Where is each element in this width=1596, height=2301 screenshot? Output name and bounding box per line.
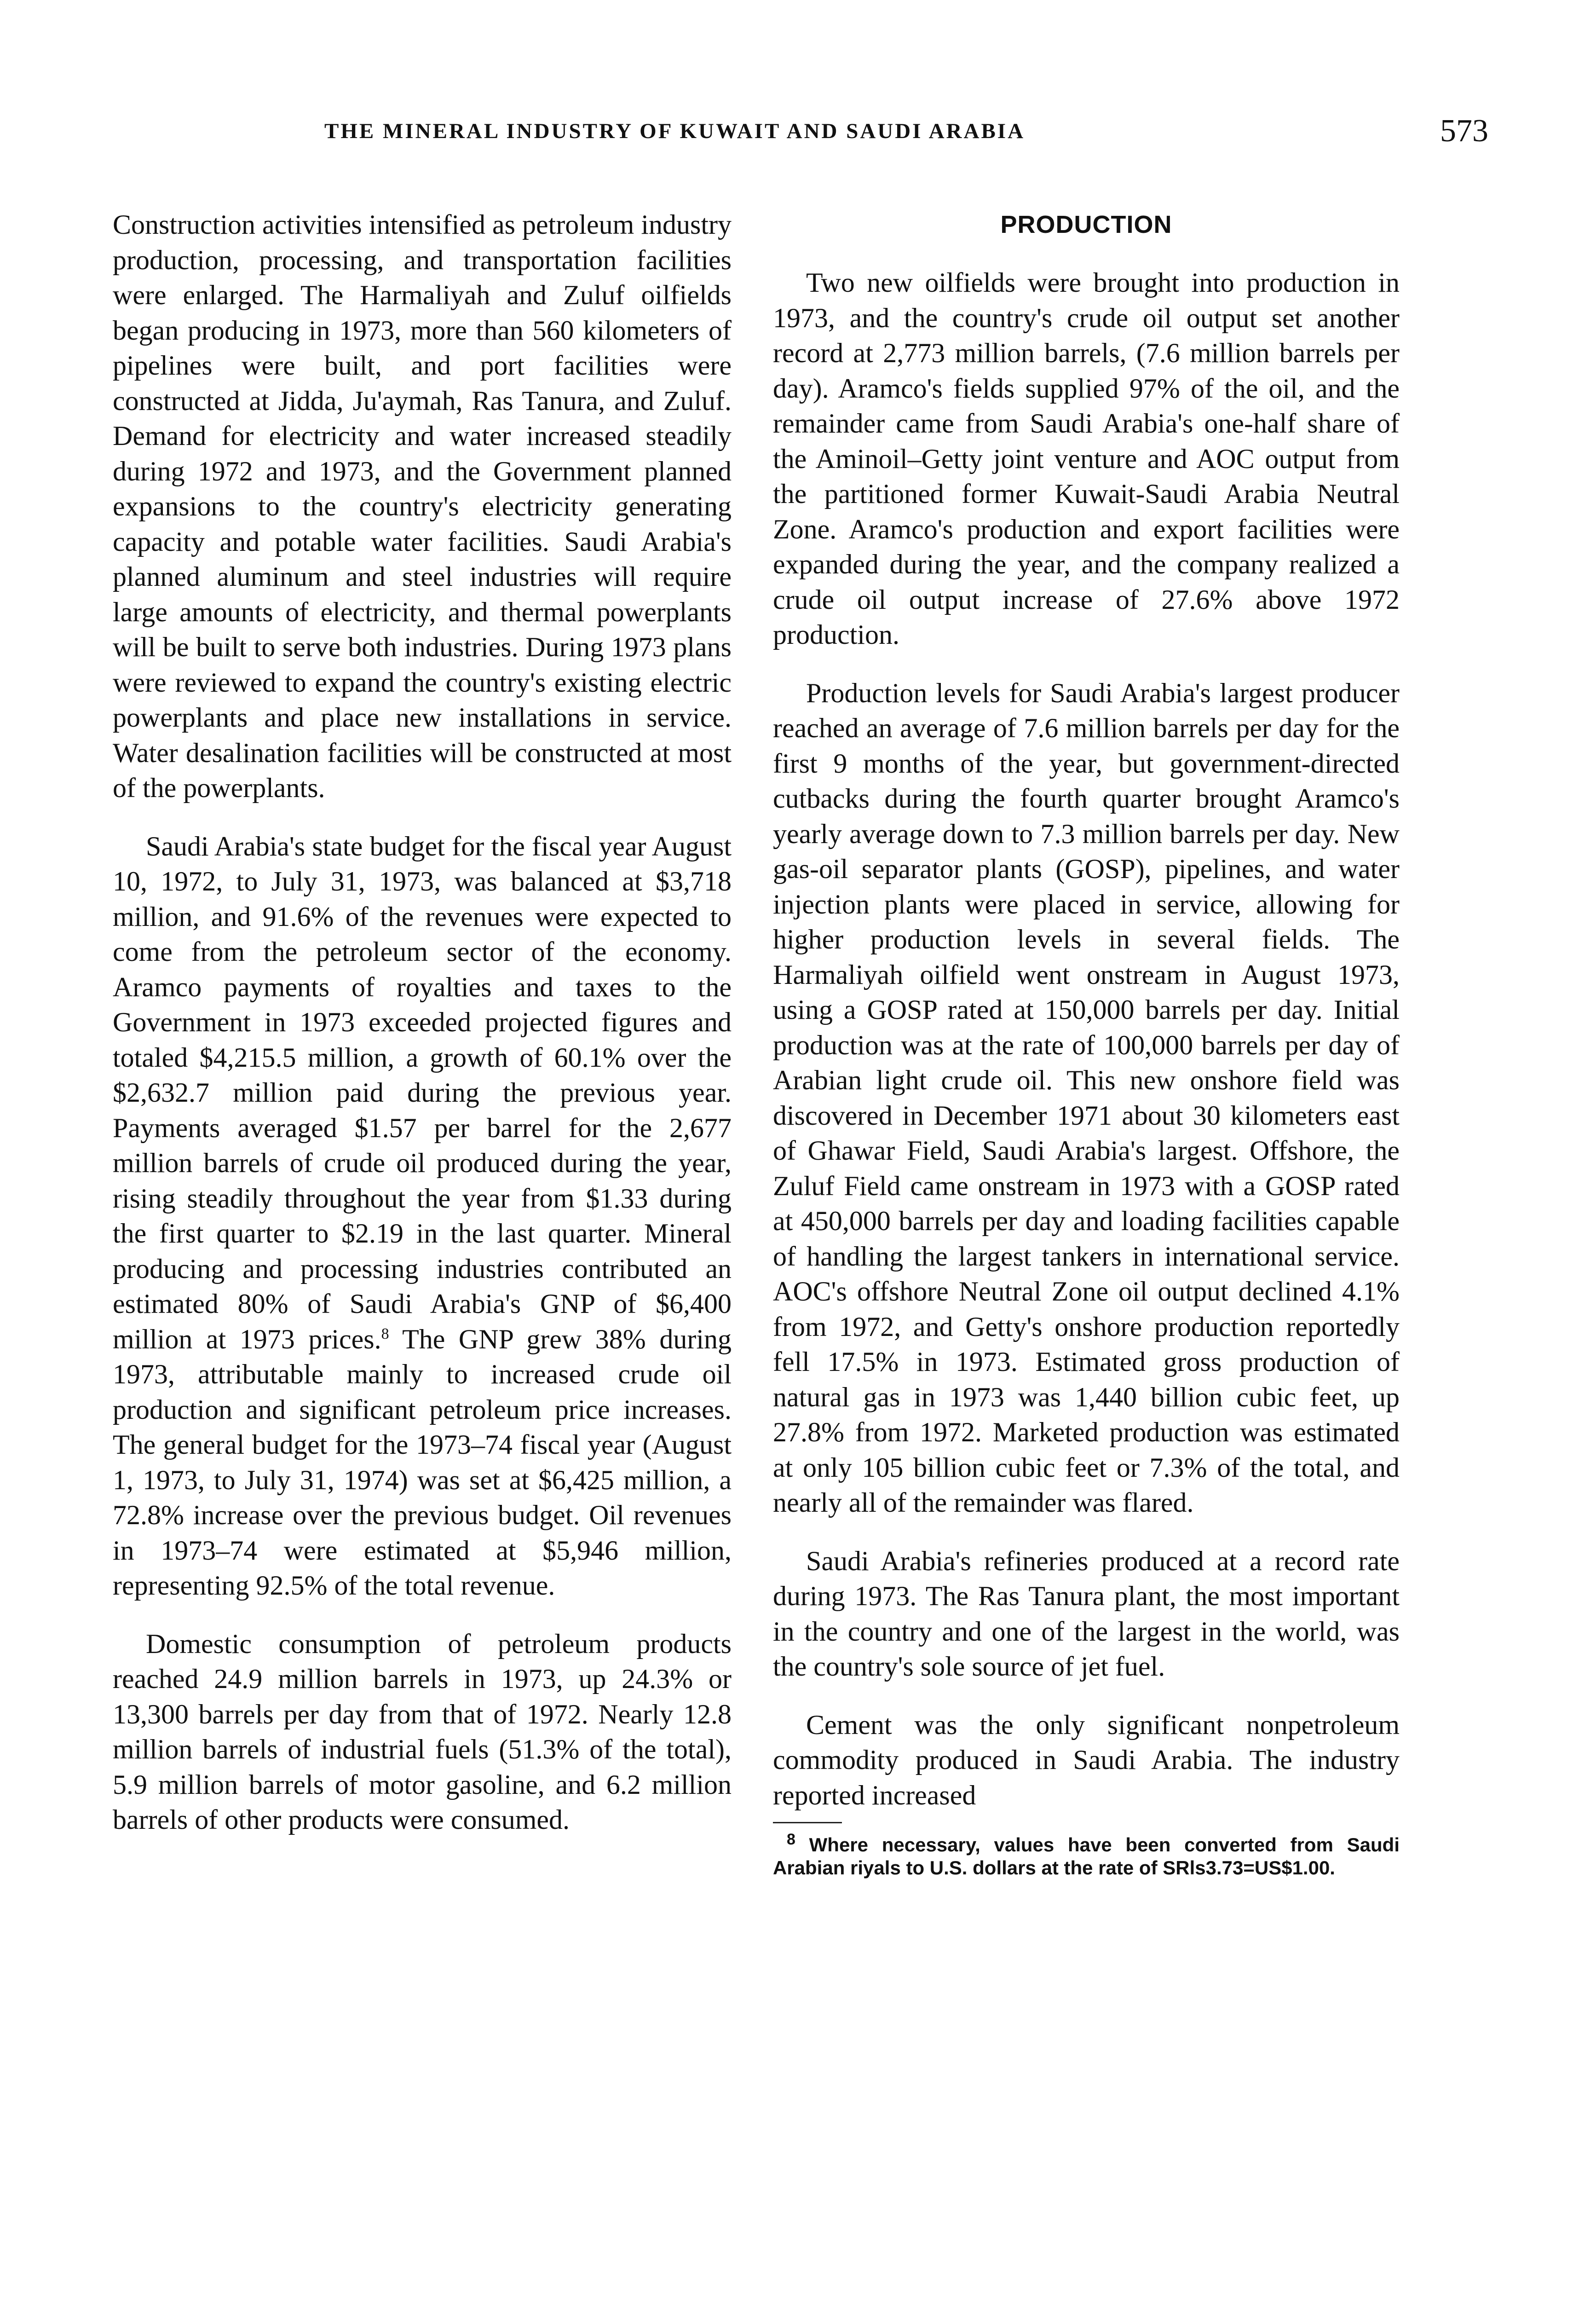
footnote-text: Where necessary, values have been converted from Saudi Arabian riyals to U.S. dollars at the rate of SRls3.73=US$1.00.	[773, 1834, 1400, 1879]
paragraph-cement: Cement was the only significant nonpetroleum commodity produced in Saudi Arabia. The industry reported increased	[773, 1709, 1400, 1810]
footnote-reference: 8	[381, 1325, 389, 1342]
page-header	[104, 113, 1488, 150]
paragraph-budget-continuation: The GNP grew 38% during 1973, attributable mainly to increased crude oil production and significant petroleum price increases. The general budget for the 1973–74 fiscal year (August 1, 1973, to July 31, 1974) was set at $6,425 million, a 72.8% increase over the previous budget. Oil revenues in 1973–74 were estimated at $5,946 million, representing 92.5% of the total revenue.	[113, 1324, 732, 1601]
left-column	[113, 207, 732, 1861]
paragraph-budget	[113, 829, 732, 1603]
running-head: THE MINERAL INDUSTRY OF KUWAIT AND SAUDI ARABIA	[324, 119, 1026, 143]
right-column	[773, 207, 1400, 1879]
footnote	[773, 1833, 1400, 1879]
footnote-marker: 8	[787, 1831, 795, 1848]
page-number: 573	[1440, 113, 1488, 149]
paragraph-domestic-consumption: Domestic consumption of petroleum products reached 24.9 million barrels in 1973, up 24.3% or 13,300 barrels per day from that of 1972. Nearly 12.8 million barrels of industrial fuels (51.3% of the total), 5.9 million barrels of motor gasoline, and 6.2 million barrels of other products were consumed.	[113, 1628, 732, 1835]
paragraph-construction: Construction activities intensified as petroleum industry production, processing, and transportation facilities were enlarged. The Harmaliyah and Zuluf oilfields began producing in 1973, more than 560 kilometers of pipelines were built, and port facilities were constructed at Jidda, Ju'aymah, Ras Tanura, and Zuluf. Demand for electricity and water increased steadily during 1972 and 1973, and the Government planned expansions to the country's electricity generating capacity and potable water facilities. Saudi Arabia's planned aluminum and steel industries will require large amounts of electricity, and thermal powerplants will be built to serve both industries. During 1973 plans were reviewed to expand the country's existing electric powerplants and place new installations in service. Water desalination facilities will be constructed at most of the powerplants.	[113, 209, 732, 803]
paragraph-budget-text: Saudi Arabia's state budget for the fiscal year August 10, 1972, to July 31, 1973, was balanced at $3,718 million, and 91.6% of the revenues were expected to come from the petroleum sector of the economy. Aramco payments of royalties and taxes to the Government in 1973 exceeded projected figures and totaled $4,215.5 million, a growth of 60.1% over the $2,632.7 million paid during the previous year. Payments averaged $1.57 per barrel for the 2,677 million barrels of crude oil produced during the year, rising steadily throughout the year from $1.33 during the first quarter to $2.19 in the last quarter. Mineral producing and processing industries contributed an estimated 80% of Saudi Arabia's GNP of $6,400 million at 1973 prices.	[113, 831, 732, 1354]
paragraph-new-oilfields: Two new oilfields were brought into production in 1973, and the country's crude oil output set another record at 2,773 million barrels, (7.6 million barrels per day). Aramco's fields supplied 97% of the oil, and the remainder came from Saudi Arabia's one-half share of the Aminoil–Getty joint venture and AOC output from the partitioned former Kuwait-Saudi Arabia Neutral Zone. Aramco's production and export facilities were expanded during the year, and the company realized a crude oil output increase of 27.6% above 1972 production.	[773, 267, 1400, 650]
section-title-production: PRODUCTION	[1000, 211, 1172, 238]
paragraph-refineries: Saudi Arabia's refineries produced at a record rate during 1973. The Ras Tanura plant, the most important in the country and one of the largest in the world, was the country's sole source of jet fuel.	[773, 1545, 1400, 1682]
paragraph-production-levels: Production levels for Saudi Arabia's largest producer reached an average of 7.6 million barrels per day for the first 9 months of the year, but government-directed cutbacks during the fourth quarter brought Aramco's yearly average down to 7.3 million barrels per day. New gas-oil separator plants (GOSP), pipelines, and water injection plants were placed in service, allowing for higher production levels in several fields. The Harmaliyah oilfield went onstream in August 1973, using a GOSP rated at 150,000 barrels per day. Initial production was at the rate of 100,000 barrels per day of Arabian light crude oil. This new onshore field was discovered in December 1971 about 30 kilometers east of Ghawar Field, Saudi Arabia's largest. Offshore, the Zuluf Field came onstream in 1973 with a GOSP rated at 450,000 barrels per day and loading facilities capable of handling the largest tankers in international service. AOC's offshore Neutral Zone oil output declined 4.1% from 1972, and Getty's onshore production reportedly fell 17.5% in 1973. Estimated gross production of natural gas in 1973 was 1,440 billion cubic feet, up 27.8% from 1972. Marketed production was estimated at only 105 billion cubic feet or 7.3% of the total, and nearly all of the remainder was flared.	[773, 677, 1400, 1518]
footnote-divider	[773, 1822, 842, 1823]
